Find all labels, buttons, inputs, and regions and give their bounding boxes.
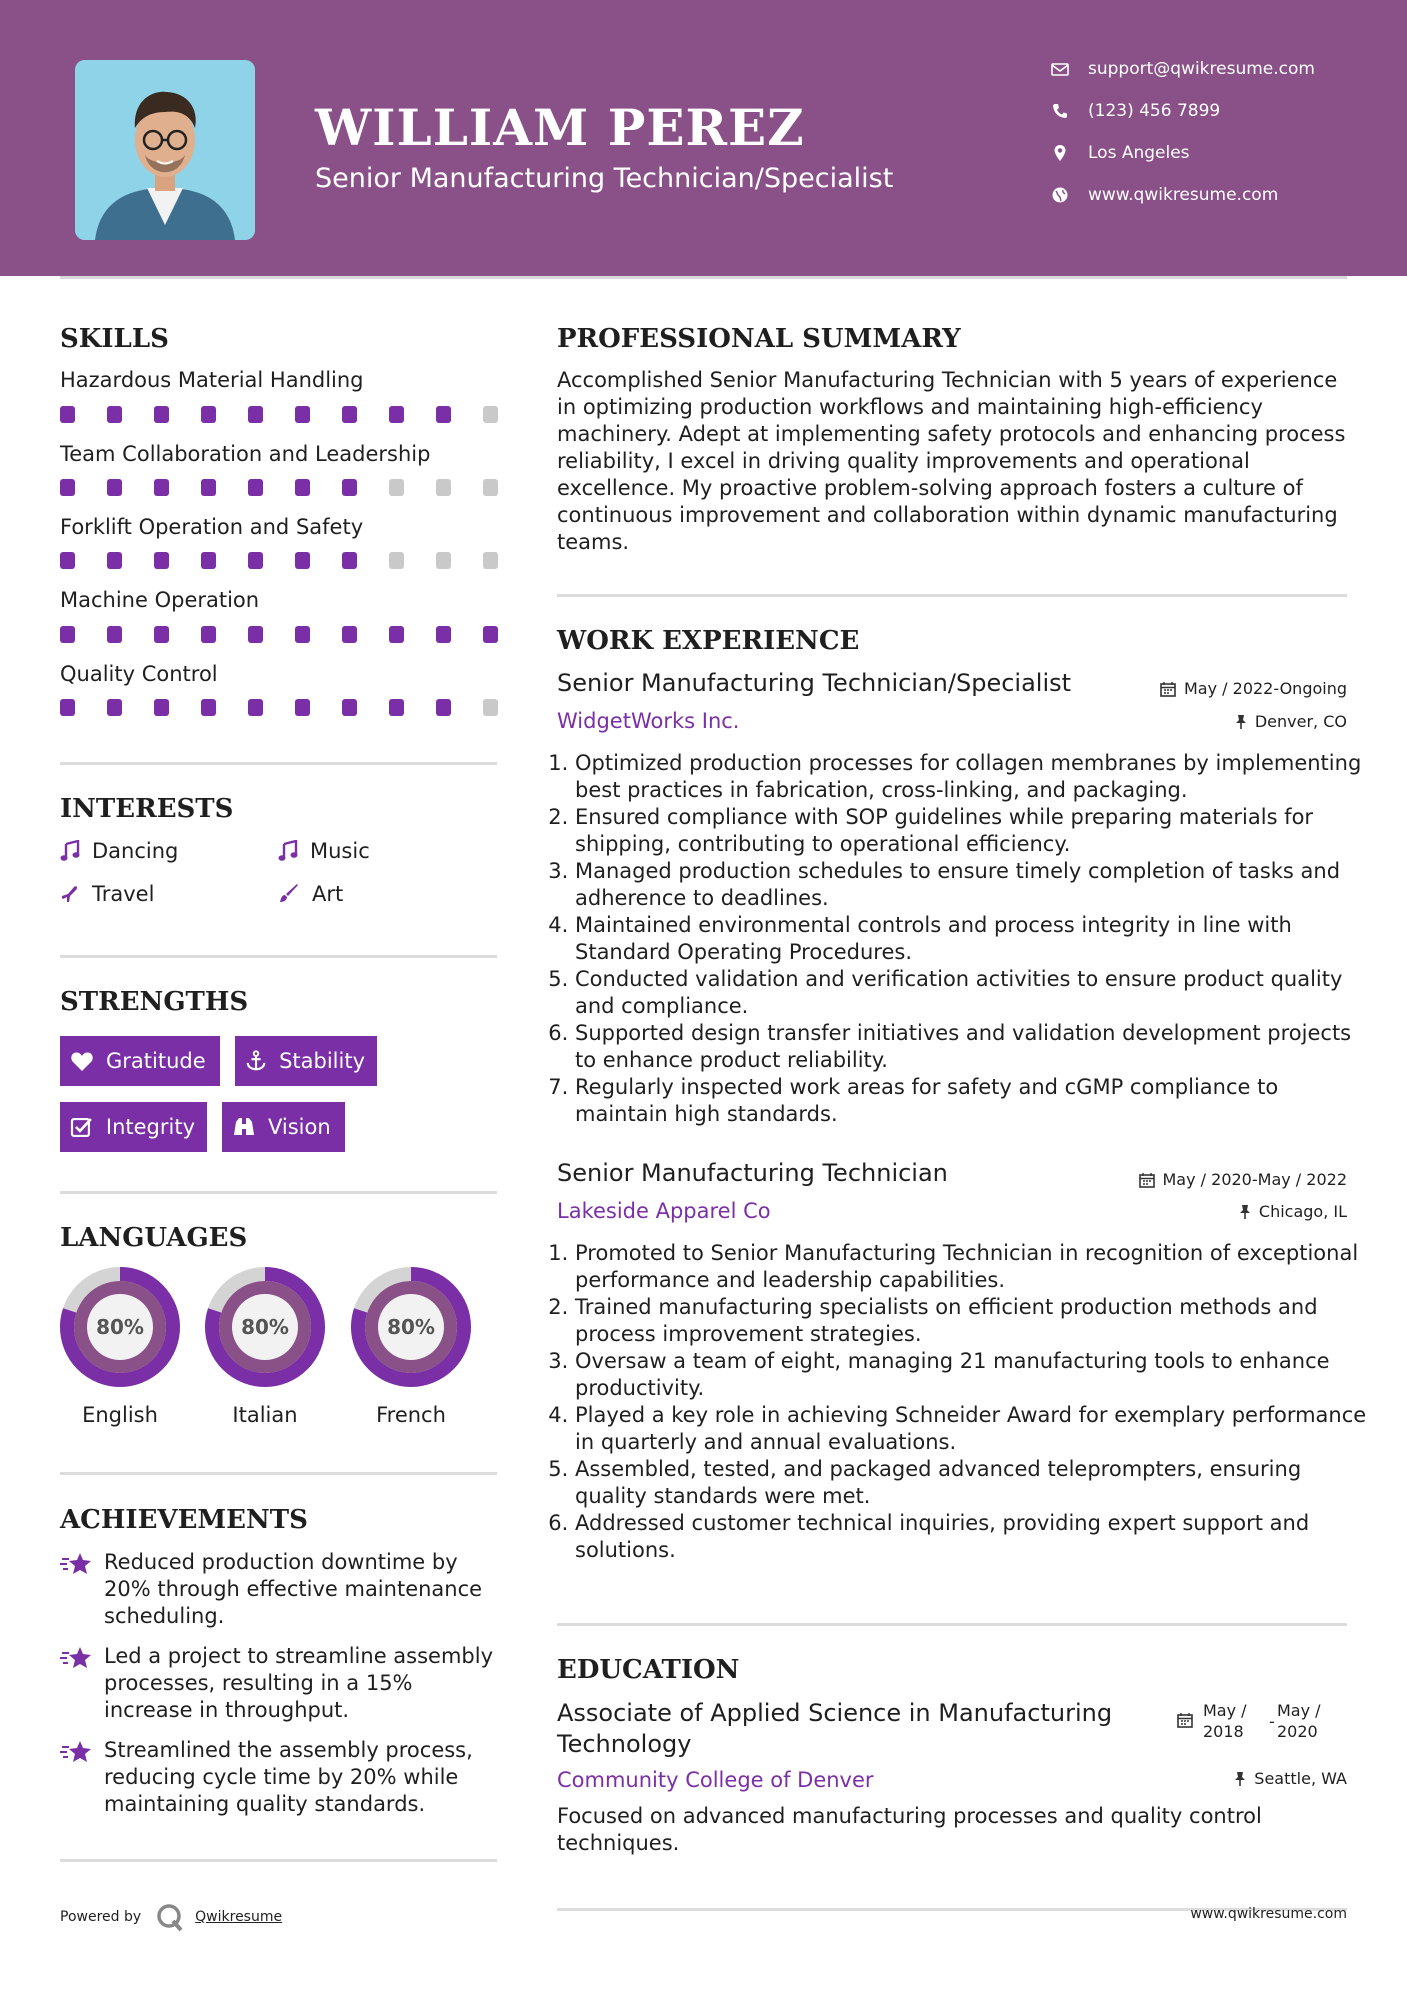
- strength-label: Gratitude: [106, 1049, 206, 1073]
- skill-dot-empty: [483, 699, 498, 716]
- job-location: Denver, CO: [1235, 712, 1347, 731]
- skill-dot-filled: [201, 479, 216, 496]
- checkbox-icon: [70, 1116, 94, 1138]
- section-divider: [60, 1859, 497, 1862]
- profile-photo: [75, 60, 255, 240]
- pin-icon: [1234, 1771, 1246, 1787]
- skill-dot-empty: [483, 479, 498, 496]
- skill-dot-filled: [248, 479, 263, 496]
- interest-label: Music: [310, 839, 370, 863]
- summary-heading: PROFESSIONAL SUMMARY: [557, 324, 961, 354]
- interest-label: Art: [312, 882, 344, 906]
- skill-rating: [60, 699, 500, 717]
- education-location: Seattle, WA: [1234, 1769, 1347, 1788]
- interest-item: [60, 882, 154, 906]
- footer-powered-by: Powered by Qwikresume: [60, 1902, 282, 1932]
- skill-dot-filled: [342, 552, 357, 569]
- skill-dot-filled: [342, 626, 357, 643]
- skill-dot-filled: [60, 552, 75, 569]
- contact-website-text: www.qwikresume.com: [1088, 185, 1279, 205]
- music-note-icon: [278, 840, 298, 862]
- skill-dot-filled: [483, 626, 498, 643]
- contact-email-text: support@qwikresume.com: [1088, 59, 1315, 79]
- skill-dot-filled: [201, 626, 216, 643]
- duty-item: 5. Assembled, tested, and packaged advanced teleprompters, ensuring quality standards were met.: [575, 1456, 1370, 1510]
- language-name: English: [82, 1403, 158, 1427]
- skill-dot-filled: [295, 552, 310, 569]
- skill-dot-filled: [248, 626, 263, 643]
- duty-item: 2. Ensured compliance with SOP guidelines while preparing materials for shipping, contributing to operational efficiency.: [575, 804, 1370, 858]
- contact-phone[interactable]: [1050, 99, 1220, 123]
- pin-icon: [1239, 1204, 1251, 1220]
- section-divider: [60, 762, 497, 765]
- skill-dot-filled: [60, 479, 75, 496]
- interest-item: [60, 839, 178, 863]
- resume-header: [0, 0, 1407, 276]
- footer-website[interactable]: www.qwikresume.com: [1190, 1906, 1347, 1922]
- airplane-icon: [60, 884, 80, 904]
- skill-dot-filled: [107, 699, 122, 716]
- skill-dot-filled: [154, 406, 169, 423]
- contact-location[interactable]: [1050, 141, 1190, 165]
- paintbrush-icon: [278, 883, 300, 905]
- skill-label: Quality Control: [60, 662, 218, 686]
- interest-item: [278, 882, 343, 906]
- duty-item: 1. Promoted to Senior Manufacturing Technician in recognition of exceptional performance and leadership capabilities.: [575, 1240, 1370, 1294]
- education-description: Focused on advanced manufacturing processes and quality control techniques.: [557, 1804, 1262, 1855]
- interest-label: Dancing: [92, 839, 179, 863]
- star-icon: [60, 1645, 92, 1671]
- job-dates: May / 2022-Ongoing: [1160, 679, 1347, 698]
- duty-item: 3. Managed production schedules to ensure timely completion of tasks and adherence to deadlines.: [575, 858, 1370, 912]
- duty-item: 7. Regularly inspected work areas for safety and cGMP compliance to maintain high standards.: [575, 1074, 1370, 1128]
- skill-rating: [60, 552, 500, 570]
- skill-dot-filled: [248, 552, 263, 569]
- language-ring: [203, 1265, 327, 1389]
- section-divider: [60, 1191, 497, 1194]
- star-icon: [60, 1551, 92, 1577]
- language-percent-label: 80%: [387, 1315, 435, 1339]
- skill-dot-filled: [248, 699, 263, 716]
- duty-item: 6. Addressed customer technical inquiries, providing expert support and solutions.: [575, 1510, 1370, 1564]
- strength-label: Vision: [268, 1115, 331, 1139]
- skill-dot-filled: [295, 699, 310, 716]
- candidate-title: Senior Manufacturing Technician/Specialist: [315, 163, 894, 194]
- section-divider: [557, 594, 1347, 597]
- language-percent-label: 80%: [241, 1315, 289, 1339]
- language-name: French: [376, 1403, 446, 1427]
- skill-rating: [60, 479, 500, 497]
- languages-heading: LANGUAGES: [60, 1223, 248, 1253]
- calendar-icon: [1177, 1712, 1193, 1728]
- language-percent-label: 80%: [96, 1315, 144, 1339]
- interests-heading: INTERESTS: [60, 794, 234, 824]
- skill-label: Machine Operation: [60, 588, 260, 612]
- calendar-icon: [1139, 1172, 1155, 1188]
- education-heading: EDUCATION: [557, 1655, 740, 1685]
- skill-dot-filled: [60, 406, 75, 423]
- section-divider: [60, 955, 497, 958]
- skill-dot-filled: [154, 699, 169, 716]
- skill-dot-empty: [436, 479, 451, 496]
- contact-phone-text: (123) 456 7899: [1088, 101, 1221, 121]
- job-location: Chicago, IL: [1239, 1202, 1347, 1221]
- company-name: Lakeside Apparel Co: [557, 1199, 771, 1223]
- job-title: Senior Manufacturing Technician: [557, 1159, 948, 1187]
- globe-icon: [1050, 185, 1070, 205]
- company-name: WidgetWorks Inc.: [557, 709, 740, 733]
- skill-dot-filled: [342, 479, 357, 496]
- skill-dot-filled: [295, 406, 310, 423]
- skill-dot-filled: [295, 626, 310, 643]
- skill-dot-filled: [389, 406, 404, 423]
- header-divider: [60, 276, 1347, 279]
- achievement-text: Led a project to streamline assembly processes, resulting in a 15% increase in throughput.: [104, 1644, 494, 1722]
- star-icon: [60, 1739, 92, 1765]
- qwikresume-logo-icon: [155, 1902, 185, 1932]
- qwikresume-link[interactable]: Qwikresume: [195, 1909, 283, 1925]
- skill-dot-filled: [60, 699, 75, 716]
- skill-dot-filled: [342, 699, 357, 716]
- strength-label: Stability: [279, 1049, 365, 1073]
- anchor-icon: [245, 1049, 267, 1073]
- duty-item: 1. Optimized production processes for collagen membranes by implementing best practices in fabrication, cross-linking, and packaging.: [575, 750, 1370, 804]
- contact-email[interactable]: [1050, 57, 1315, 81]
- job-title: Senior Manufacturing Technician/Specialist: [557, 669, 1072, 697]
- strength-badge: [60, 1036, 220, 1086]
- strength-badge: [222, 1102, 345, 1152]
- summary-text: Accomplished Senior Manufacturing Technician with 5 years of experience in optimizing production workflows and maintaining high-efficiency machinery. Adept at implementing safety protocols and enhancing process reliability, I excel in driving quality improvements and operational excellence. My proactive problem-solving approach fosters a culture of continuous improvement and collaboration within dynamic manufacturing teams.: [557, 368, 1346, 554]
- skill-label: Team Collaboration and Leadership: [60, 442, 431, 466]
- skill-dot-filled: [436, 626, 451, 643]
- duty-item: 4. Played a key role in achieving Schneider Award for exemplary performance in quarterly and annual evaluations.: [575, 1402, 1370, 1456]
- experience-heading: WORK EXPERIENCE: [557, 626, 860, 656]
- skill-dot-filled: [154, 626, 169, 643]
- skill-dot-filled: [436, 406, 451, 423]
- skill-dot-filled: [389, 626, 404, 643]
- skill-dot-filled: [154, 552, 169, 569]
- section-divider: [60, 1472, 497, 1475]
- skill-label: Forklift Operation and Safety: [60, 515, 364, 539]
- heart-icon: [70, 1050, 94, 1072]
- achievement-text: Reduced production downtime by 20% through effective maintenance scheduling.: [104, 1550, 483, 1628]
- skill-rating: [60, 626, 500, 644]
- skill-dot-filled: [201, 406, 216, 423]
- language-ring: [58, 1265, 182, 1389]
- skills-heading: SKILLS: [60, 324, 169, 354]
- skill-rating: [60, 406, 500, 424]
- skill-dot-empty: [389, 552, 404, 569]
- achievement-text: Streamlined the assembly process, reducing cycle time by 20% while maintaining quality standards.: [104, 1738, 473, 1816]
- achievements-heading: ACHIEVEMENTS: [60, 1505, 308, 1535]
- duty-item: 3. Oversaw a team of eight, managing 21 manufacturing tools to enhance productivity.: [575, 1348, 1370, 1402]
- duty-item: 6. Supported design transfer initiatives and validation development projects to enhance product reliability.: [575, 1020, 1370, 1074]
- pin-icon: [1235, 714, 1247, 730]
- strength-badge: [235, 1036, 377, 1086]
- skill-dot-filled: [107, 479, 122, 496]
- skill-label: Hazardous Material Handling: [60, 368, 364, 392]
- skill-dot-empty: [483, 552, 498, 569]
- skill-dot-empty: [483, 406, 498, 423]
- email-icon: [1050, 59, 1070, 79]
- degree-title: Associate of Applied Science in Manufacturing Technology: [557, 1699, 1113, 1758]
- duty-item: 5. Conducted validation and verification activities to ensure product quality and compliance.: [575, 966, 1370, 1020]
- school-name: Community College of Denver: [557, 1768, 874, 1792]
- section-divider: [557, 1623, 1347, 1626]
- duty-item: 4. Maintained environmental controls and process integrity in line with Standard Operating Procedures.: [575, 912, 1370, 966]
- language-ring: [349, 1265, 473, 1389]
- skill-dot-filled: [436, 699, 451, 716]
- skill-dot-filled: [201, 699, 216, 716]
- skill-dot-filled: [154, 479, 169, 496]
- skill-dot-filled: [60, 626, 75, 643]
- contact-website[interactable]: [1050, 183, 1278, 207]
- calendar-icon: [1160, 681, 1176, 697]
- skill-dot-filled: [107, 406, 122, 423]
- strength-badge: [60, 1102, 207, 1152]
- skill-dot-filled: [295, 479, 310, 496]
- language-name: Italian: [232, 1403, 298, 1427]
- skill-dot-empty: [436, 552, 451, 569]
- job-dates: May / 2020-May / 2022: [1139, 1170, 1348, 1189]
- location-icon: [1050, 143, 1070, 163]
- contact-location-text: Los Angeles: [1088, 143, 1190, 163]
- job-duties: [557, 750, 1370, 1128]
- skill-dot-filled: [389, 699, 404, 716]
- job-duties: [557, 1240, 1370, 1564]
- binoculars-icon: [232, 1116, 256, 1138]
- skill-dot-filled: [248, 406, 263, 423]
- skill-dot-empty: [389, 479, 404, 496]
- strengths-heading: STRENGTHS: [60, 987, 249, 1017]
- skill-dot-filled: [342, 406, 357, 423]
- interest-item: [278, 839, 370, 863]
- education-dates: May / 2018 - May / 2020: [1177, 1700, 1347, 1744]
- skill-dot-filled: [201, 552, 216, 569]
- interest-label: Travel: [92, 882, 155, 906]
- music-note-icon: [60, 840, 80, 862]
- candidate-name: WILLIAM PEREZ: [315, 98, 805, 157]
- phone-icon: [1050, 101, 1070, 121]
- skill-dot-filled: [107, 552, 122, 569]
- strength-label: Integrity: [105, 1115, 195, 1139]
- duty-item: 2. Trained manufacturing specialists on efficient production methods and process improvement strategies.: [575, 1294, 1370, 1348]
- skill-dot-filled: [107, 626, 122, 643]
